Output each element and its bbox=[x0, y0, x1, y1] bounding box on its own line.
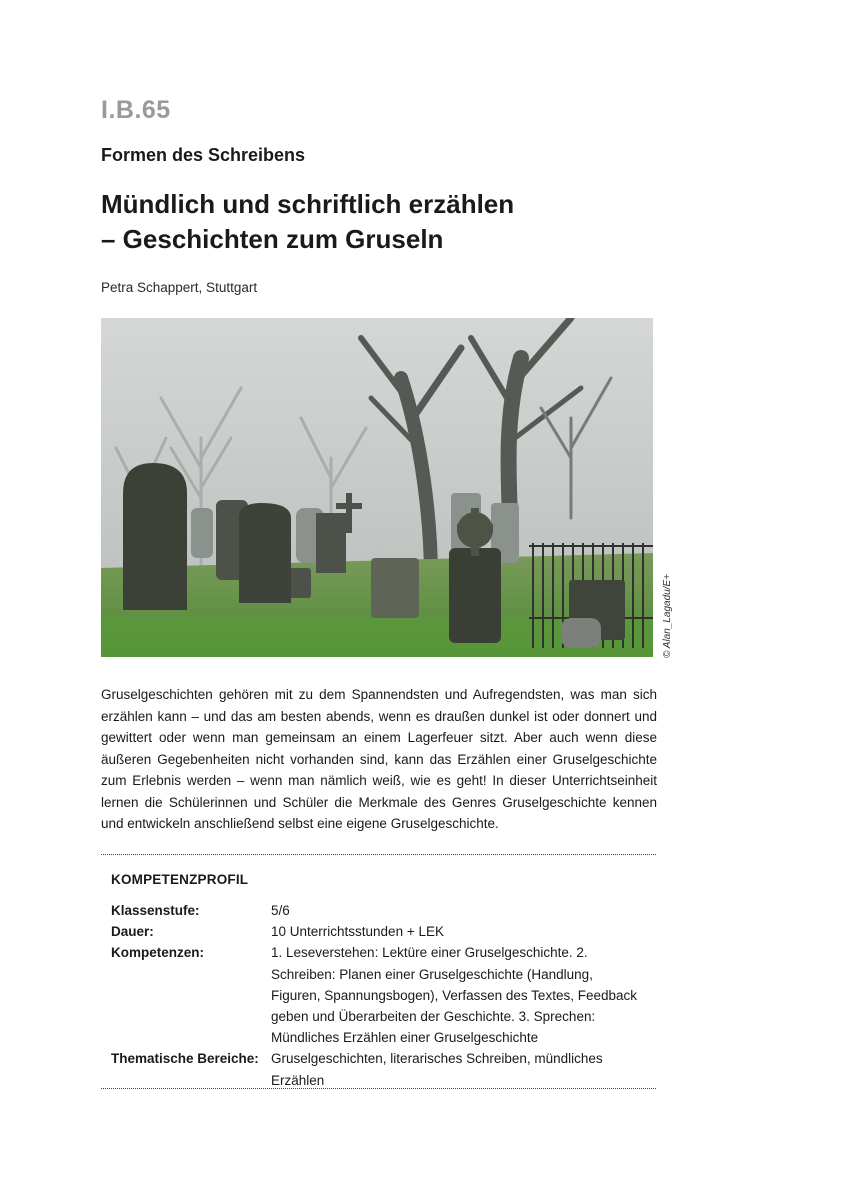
profile-value: 5/6 bbox=[271, 903, 290, 918]
profile-heading: KOMPETENZPROFIL bbox=[111, 872, 249, 887]
competence-profile bbox=[111, 872, 651, 1091]
profile-value: 10 Unterrichtsstunden + LEK bbox=[271, 924, 444, 940]
title-line-2: – Geschichten zum Gruseln bbox=[101, 224, 444, 254]
cemetery-photo bbox=[101, 318, 653, 657]
intro-paragraph: Gruselgeschichten gehören mit zu dem Spannendsten und Aufregendsten, was man sich erzählen kann – und das am besten abends, wenn es draußen dunkel ist oder donnert und gewittert oder wenn man gemeinsam an einem Lagerfeuer sitzt. Aber auch wenn diese äußeren Gegebenheiten nicht vorhanden sind, kann das Erzählen einer Gruselgeschichte zum Erlebnis werden – wenn man nämlich weiß, wie es geht! In dieser Unterrichtseinheit lernen die Schülerinnen und Schüler die Merkmale des Genres Gruselgeschichte kennen und entwickeln anschließend selbst eine eigene Gruselgeschichte. bbox=[101, 687, 657, 831]
title-line-1: Mündlich und schriftlich erzählen bbox=[101, 189, 515, 219]
author: Petra Schappert, Stuttgart bbox=[101, 280, 258, 295]
profile-row-topics bbox=[111, 1048, 651, 1090]
profile-value: 1. Leseverstehen: Lektüre einer Gruselgeschichte. 2. Schreiben: Planen einer Gruselgeschichte (Handlung, Figuren, Spannungsbogen), Verfassen des Textes, Feedback geben und Überarbeiten der Geschichte. 3. Sprechen: Mündliches Erzählen einer Gruselgeschichte bbox=[271, 945, 637, 1046]
profile-row-grade bbox=[111, 900, 651, 921]
profile-value: Gruselgeschichten, literarisches Schreiben, mündliches Erzählen bbox=[271, 1051, 603, 1088]
document-code: I.B.65 bbox=[101, 96, 171, 124]
top-divider bbox=[101, 854, 656, 855]
profile-label: Thematische Bereiche: bbox=[111, 1051, 259, 1067]
profile-label: Klassenstufe: bbox=[111, 903, 200, 918]
profile-label: Kompetenzen: bbox=[111, 945, 205, 961]
profile-label: Dauer: bbox=[111, 924, 154, 940]
photo-credit: © Alan_Lagadu/E+ bbox=[662, 573, 673, 658]
document-subtitle: Formen des Schreibens bbox=[101, 145, 306, 165]
bottom-divider bbox=[101, 1088, 656, 1089]
document-title bbox=[101, 187, 514, 257]
profile-row-competences bbox=[111, 942, 651, 1048]
profile-row-duration bbox=[111, 921, 651, 942]
